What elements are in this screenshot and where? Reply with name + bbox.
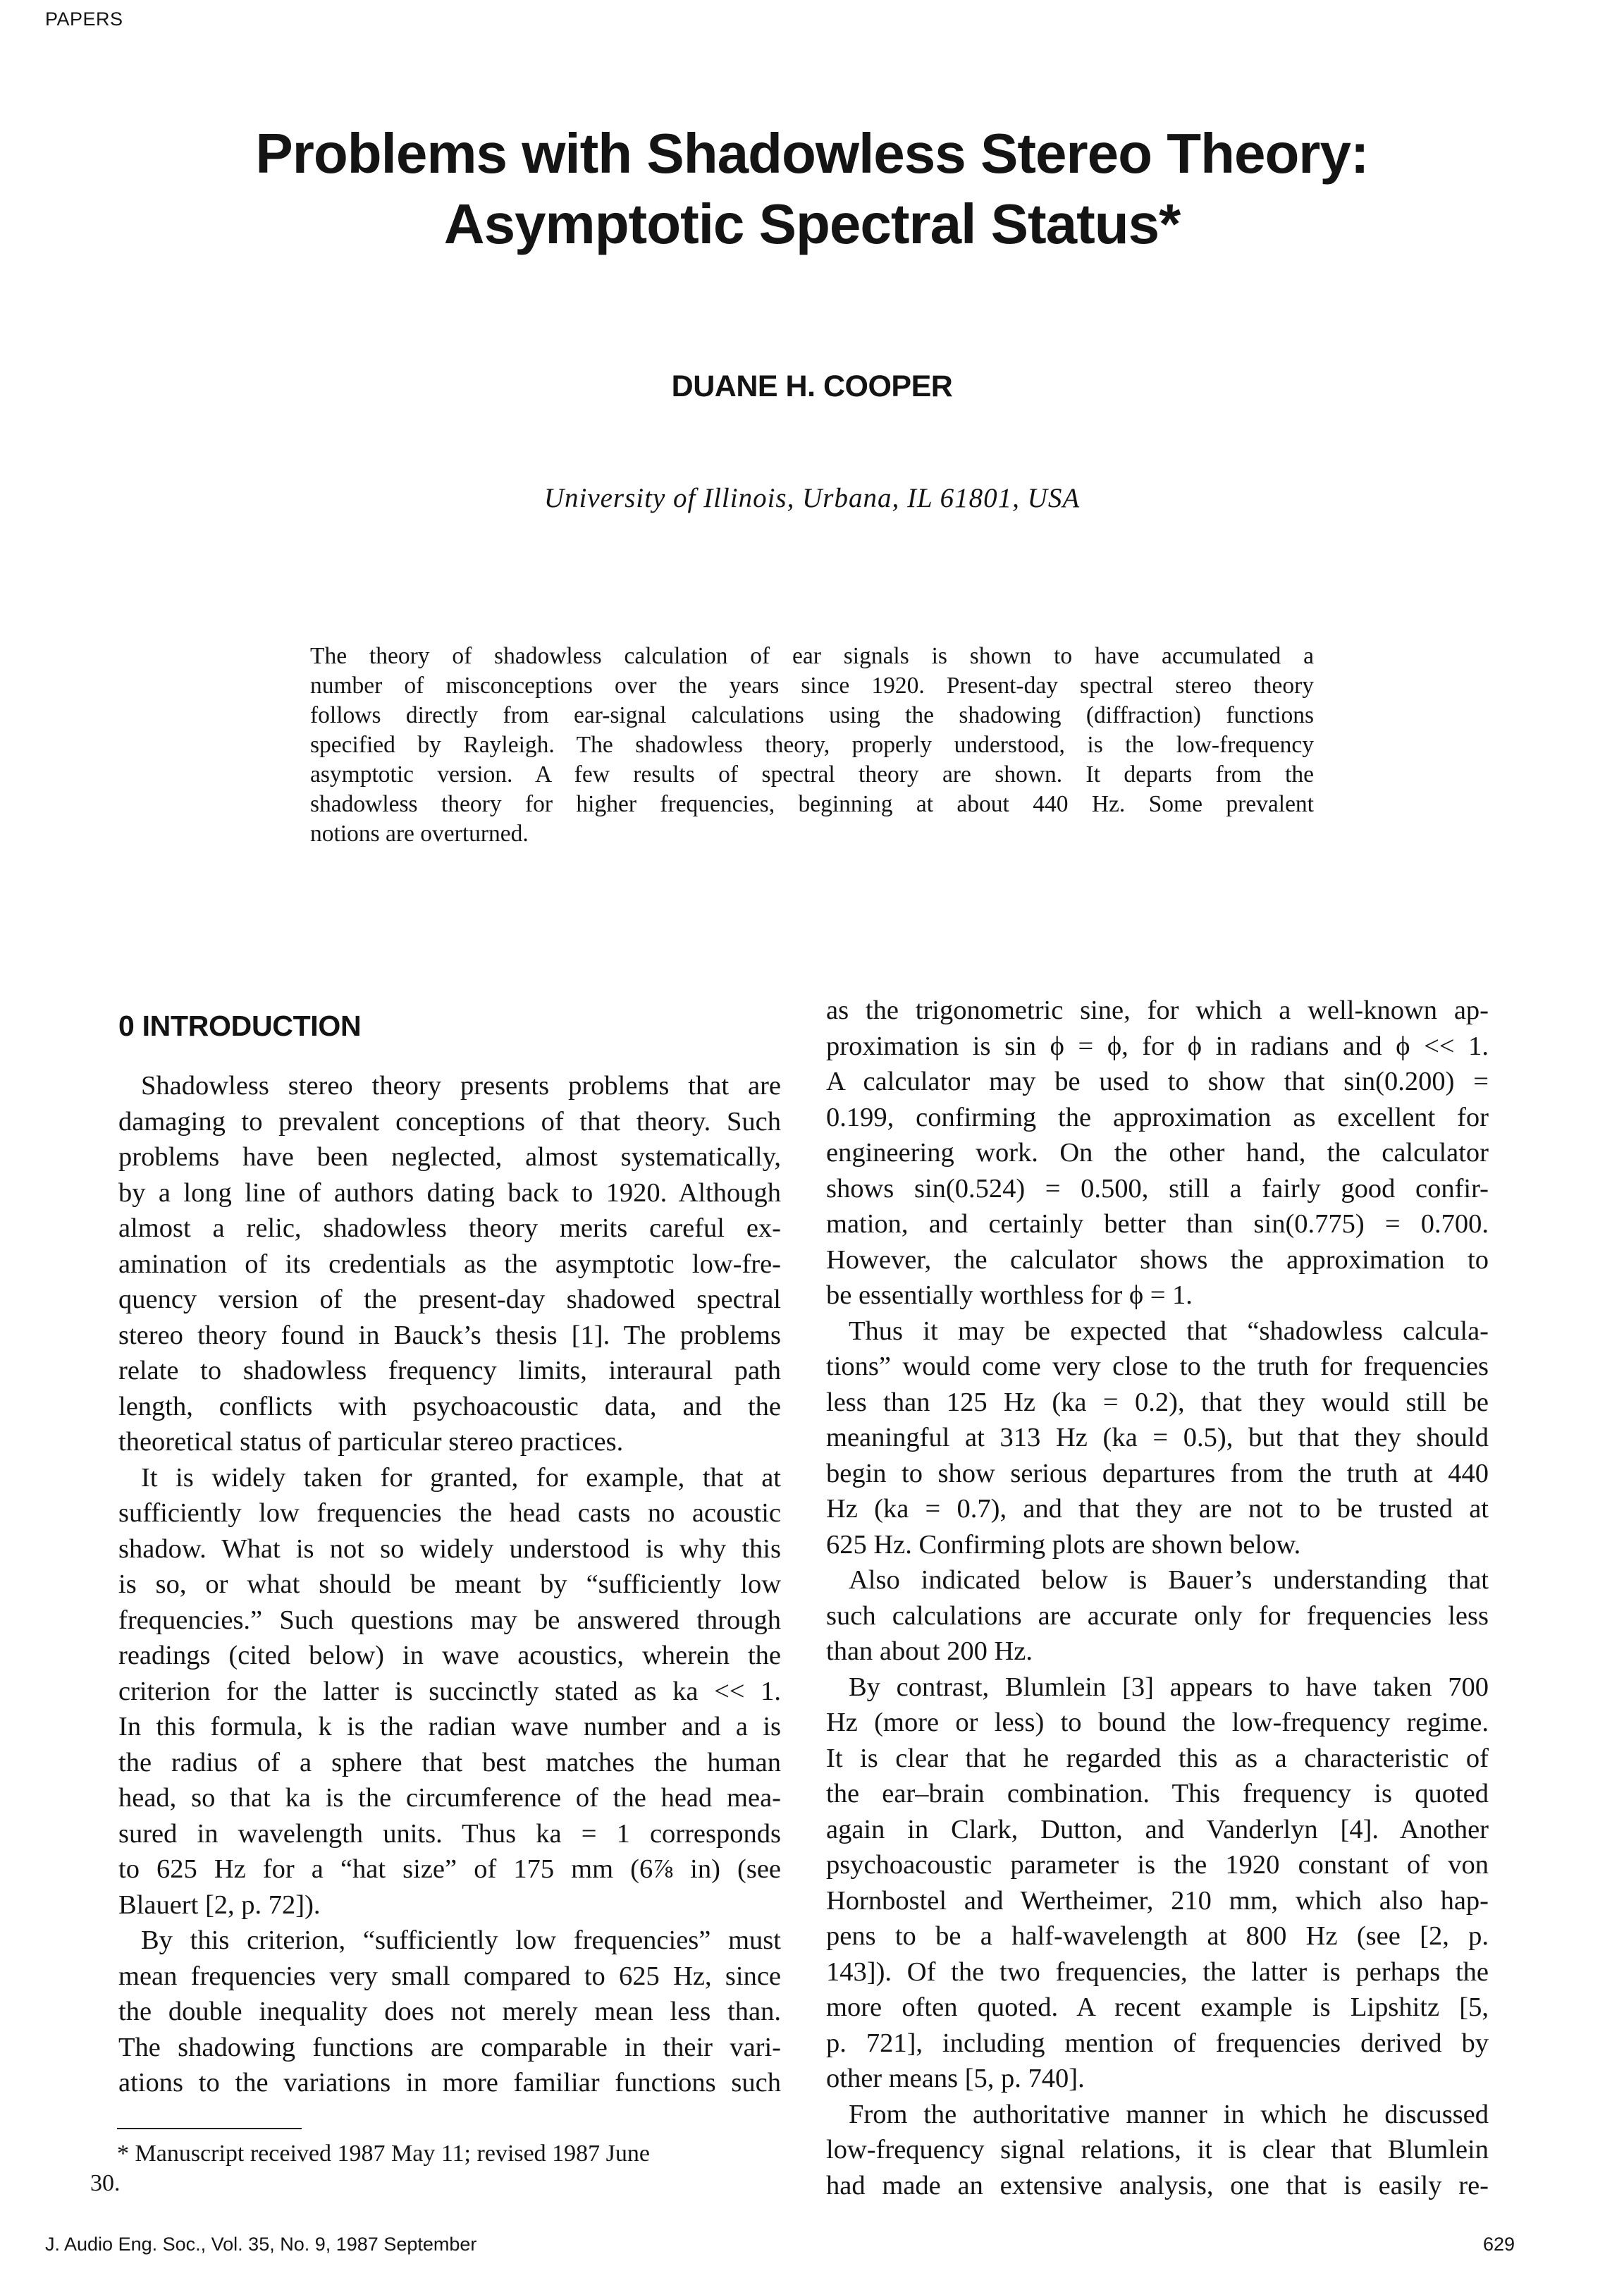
abstract <box>310 642 1314 849</box>
body-text-line: shows sin(0.524) = 0.500, still a fairly good confir- <box>826 1173 1489 1204</box>
body-text-line: 0.199, confirming the approximation as excellent for <box>826 1102 1489 1132</box>
body-text-line: sured in wavelength units. Thus ka = 1 corresponds <box>118 1818 781 1849</box>
body-text-line: Hornbostel and Wertheimer, 210 mm, which also hap- <box>826 1885 1489 1916</box>
body-text-line: 143]). Of the two frequencies, the latter is perhaps the <box>826 1957 1489 1987</box>
body-text-line: low-frequency signal relations, it is clear that Blumlein <box>826 2135 1489 2165</box>
abstract-line: specified by Rayleigh. The shadowless theory, properly understood, is the low-frequency <box>310 732 1314 758</box>
body-text-line: quency version of the present-day shadowed spectral <box>118 1285 781 1314</box>
body-text-line: Blauert [2, p. 72]). <box>118 1890 321 1920</box>
body-text-line: than about 200 Hz. <box>826 1636 1033 1666</box>
title-line: Asymptotic Spectral Status* <box>443 192 1181 255</box>
body-text-line: almost a relic, shadowless theory merits careful ex- <box>118 1213 781 1243</box>
body-text-line: By contrast, Blumlein [3] appears to have taken 700 <box>849 1672 1489 1702</box>
abstract-line: number of misconceptions over the years since 1920. Present-day spectral stereo theory <box>310 673 1314 699</box>
body-text-line: mation, and certainly better than sin(0.775) = 0.700. <box>826 1209 1489 1239</box>
body-text-line: again in Clark, Dutton, and Vanderlyn [4]. Another <box>826 1814 1489 1844</box>
footnote-line: 30. <box>90 2170 121 2196</box>
affiliation: University of Illinois, Urbana, IL 61801, USA <box>543 483 1081 513</box>
left-column-text <box>118 1068 781 2101</box>
body-text-line: p. 721], including mention of frequencies derived by <box>826 2028 1489 2058</box>
body-text-line: begin to show serious departures from the truth at 440 <box>826 1458 1489 1488</box>
body-text-line: From the authoritative manner in which he discussed <box>849 2099 1489 2129</box>
abstract-line: notions are overturned. <box>310 821 529 847</box>
body-text-line: readings (cited below) in wave acoustics, wherein the <box>118 1641 781 1670</box>
body-text-line: damaging to prevalent conceptions of that theory. Such <box>118 1106 781 1137</box>
body-text-line: proximation is sin ϕ = ϕ, for ϕ in radians and ϕ << 1. <box>826 1031 1489 1061</box>
body-text-line: However, the calculator shows the approximation to <box>826 1244 1489 1275</box>
body-text-line: be essentially worthless for ϕ = 1. <box>826 1280 1193 1310</box>
body-text-line: to 625 Hz for a “hat size” of 175 mm (6⅞ in) (see <box>118 1854 781 1884</box>
body-text-line: by a long line of authors dating back to 1920. Although <box>118 1177 781 1208</box>
body-text-line: psychoacoustic parameter is the 1920 constant of von <box>826 1850 1489 1880</box>
body-text-line: relate to shadowless frequency limits, interaural path <box>118 1356 781 1385</box>
abstract-line: follows directly from ear-signal calculations using the shadowing (diffraction) functions <box>310 702 1314 728</box>
body-text-line: By this criterion, “sufficiently low frequencies” must <box>141 1925 781 1955</box>
body-text-line: other means [5, p. 740]. <box>826 2064 1085 2093</box>
body-text-line: engineering work. On the other hand, the calculator <box>826 1138 1489 1168</box>
body-text-line: Thus it may be expected that “shadowless calcula- <box>849 1316 1489 1346</box>
abstract-line: shadowless theory for higher frequencies, beginning at about 440 Hz. Some prevalent <box>310 791 1314 817</box>
body-text-line: the double inequality does not merely mean less than. <box>118 1997 781 2026</box>
body-text-line: problems have been neglected, almost systematically, <box>118 1142 781 1172</box>
abstract-line: asymptotic version. A few results of spectral theory are shown. It departs from the <box>310 761 1314 788</box>
section-heading: 0 INTRODUCTION <box>118 1010 362 1042</box>
journal-citation: J. Audio Eng. Soc., Vol. 35, No. 9, 1987 September <box>45 2234 477 2255</box>
page-number: 629 <box>1483 2234 1515 2255</box>
body-text-line: sufficiently low frequencies the head casts no acoustic <box>118 1498 781 1528</box>
body-text-line: such calculations are accurate only for frequencies less <box>826 1600 1489 1631</box>
body-text-line: had made an extensive analysis, one that is easily re- <box>826 2170 1489 2200</box>
body-text-line: less than 125 Hz (ka = 0.2), that they would still be <box>826 1387 1489 1417</box>
author-name: DUANE H. COOPER <box>671 369 953 403</box>
body-text-line: stereo theory found in Bauck’s thesis [1]. The problems <box>118 1320 781 1350</box>
footnote <box>90 2139 784 2198</box>
body-text-line: the radius of a sphere that best matches the human <box>118 1747 781 1777</box>
body-text-line: amination of its credentials as the asymptotic low-fre- <box>118 1249 781 1279</box>
body-text-line: Shadowless stereo theory presents problems that are <box>141 1071 781 1101</box>
body-text-line: pens to be a half-wavelength at 800 Hz (see [2, p. <box>826 1921 1489 1951</box>
title-line: Problems with Shadowless Stereo Theory: <box>255 122 1369 185</box>
right-column-text <box>826 993 1489 2203</box>
footnote-rule <box>117 2128 302 2129</box>
paper-title <box>0 118 1624 259</box>
body-text-line: criterion for the latter is succinctly stated as ka << 1. <box>118 1676 781 1706</box>
body-text-line: frequencies.” Such questions may be answered through <box>118 1605 781 1635</box>
right-column <box>826 993 1489 2203</box>
body-text-line: Hz (ka = 0.7), and that they are not to be trusted at <box>826 1494 1489 1524</box>
body-text-line: as the trigonometric sine, for which a well-known ap- <box>826 996 1489 1025</box>
body-text-line: head, so that ka is the circumference of the head mea- <box>118 1783 781 1813</box>
body-text-line: meaningful at 313 Hz (ka = 0.5), but that they should <box>826 1423 1489 1452</box>
section-tag: PAPERS <box>45 8 123 30</box>
body-text-line: A calculator may be used to show that sin(0.200) = <box>826 1067 1489 1096</box>
body-text-line: theoretical status of particular stereo practices. <box>118 1427 624 1457</box>
left-column <box>118 993 781 2101</box>
body-text-line: 625 Hz. Confirming plots are shown below. <box>826 1529 1301 1560</box>
abstract-line: The theory of shadowless calculation of ear signals is shown to have accumulated a <box>310 643 1314 669</box>
body-text-line: Also indicated below is Bauer’s understanding that <box>849 1565 1489 1595</box>
body-text-line: Hz (more or less) to bound the low-frequency regime. <box>826 1708 1489 1737</box>
body-text-line: The shadowing functions are comparable in their vari- <box>118 2032 781 2062</box>
body-text-line: the ear–brain combination. This frequency is quoted <box>826 1779 1489 1808</box>
footnote-line: * Manuscript received 1987 May 11; revised 1987 June <box>117 2141 651 2167</box>
body-text-line: more often quoted. A recent example is Lipshitz [5, <box>826 1992 1489 2022</box>
body-text-line: length, conflicts with psychoacoustic data, and the <box>118 1391 781 1421</box>
body-text-line: mean frequencies very small compared to 625 Hz, since <box>118 1961 781 1991</box>
body-text-line: tions” would come very close to the truth for frequencies <box>826 1352 1489 1381</box>
body-text-line: ations to the variations in more familiar functions such <box>118 2068 781 2098</box>
body-text-line: In this formula, k is the radian wave number and a is <box>118 1712 781 1741</box>
body-text-line: It is clear that he regarded this as a characteristic of <box>826 1743 1489 1773</box>
body-text-line: is so, or what should be meant by “sufficiently low <box>118 1569 781 1599</box>
body-text-line: It is widely taken for granted, for example, that at <box>141 1462 781 1493</box>
body-text-line: shadow. What is not so widely understood is why this <box>118 1533 781 1564</box>
